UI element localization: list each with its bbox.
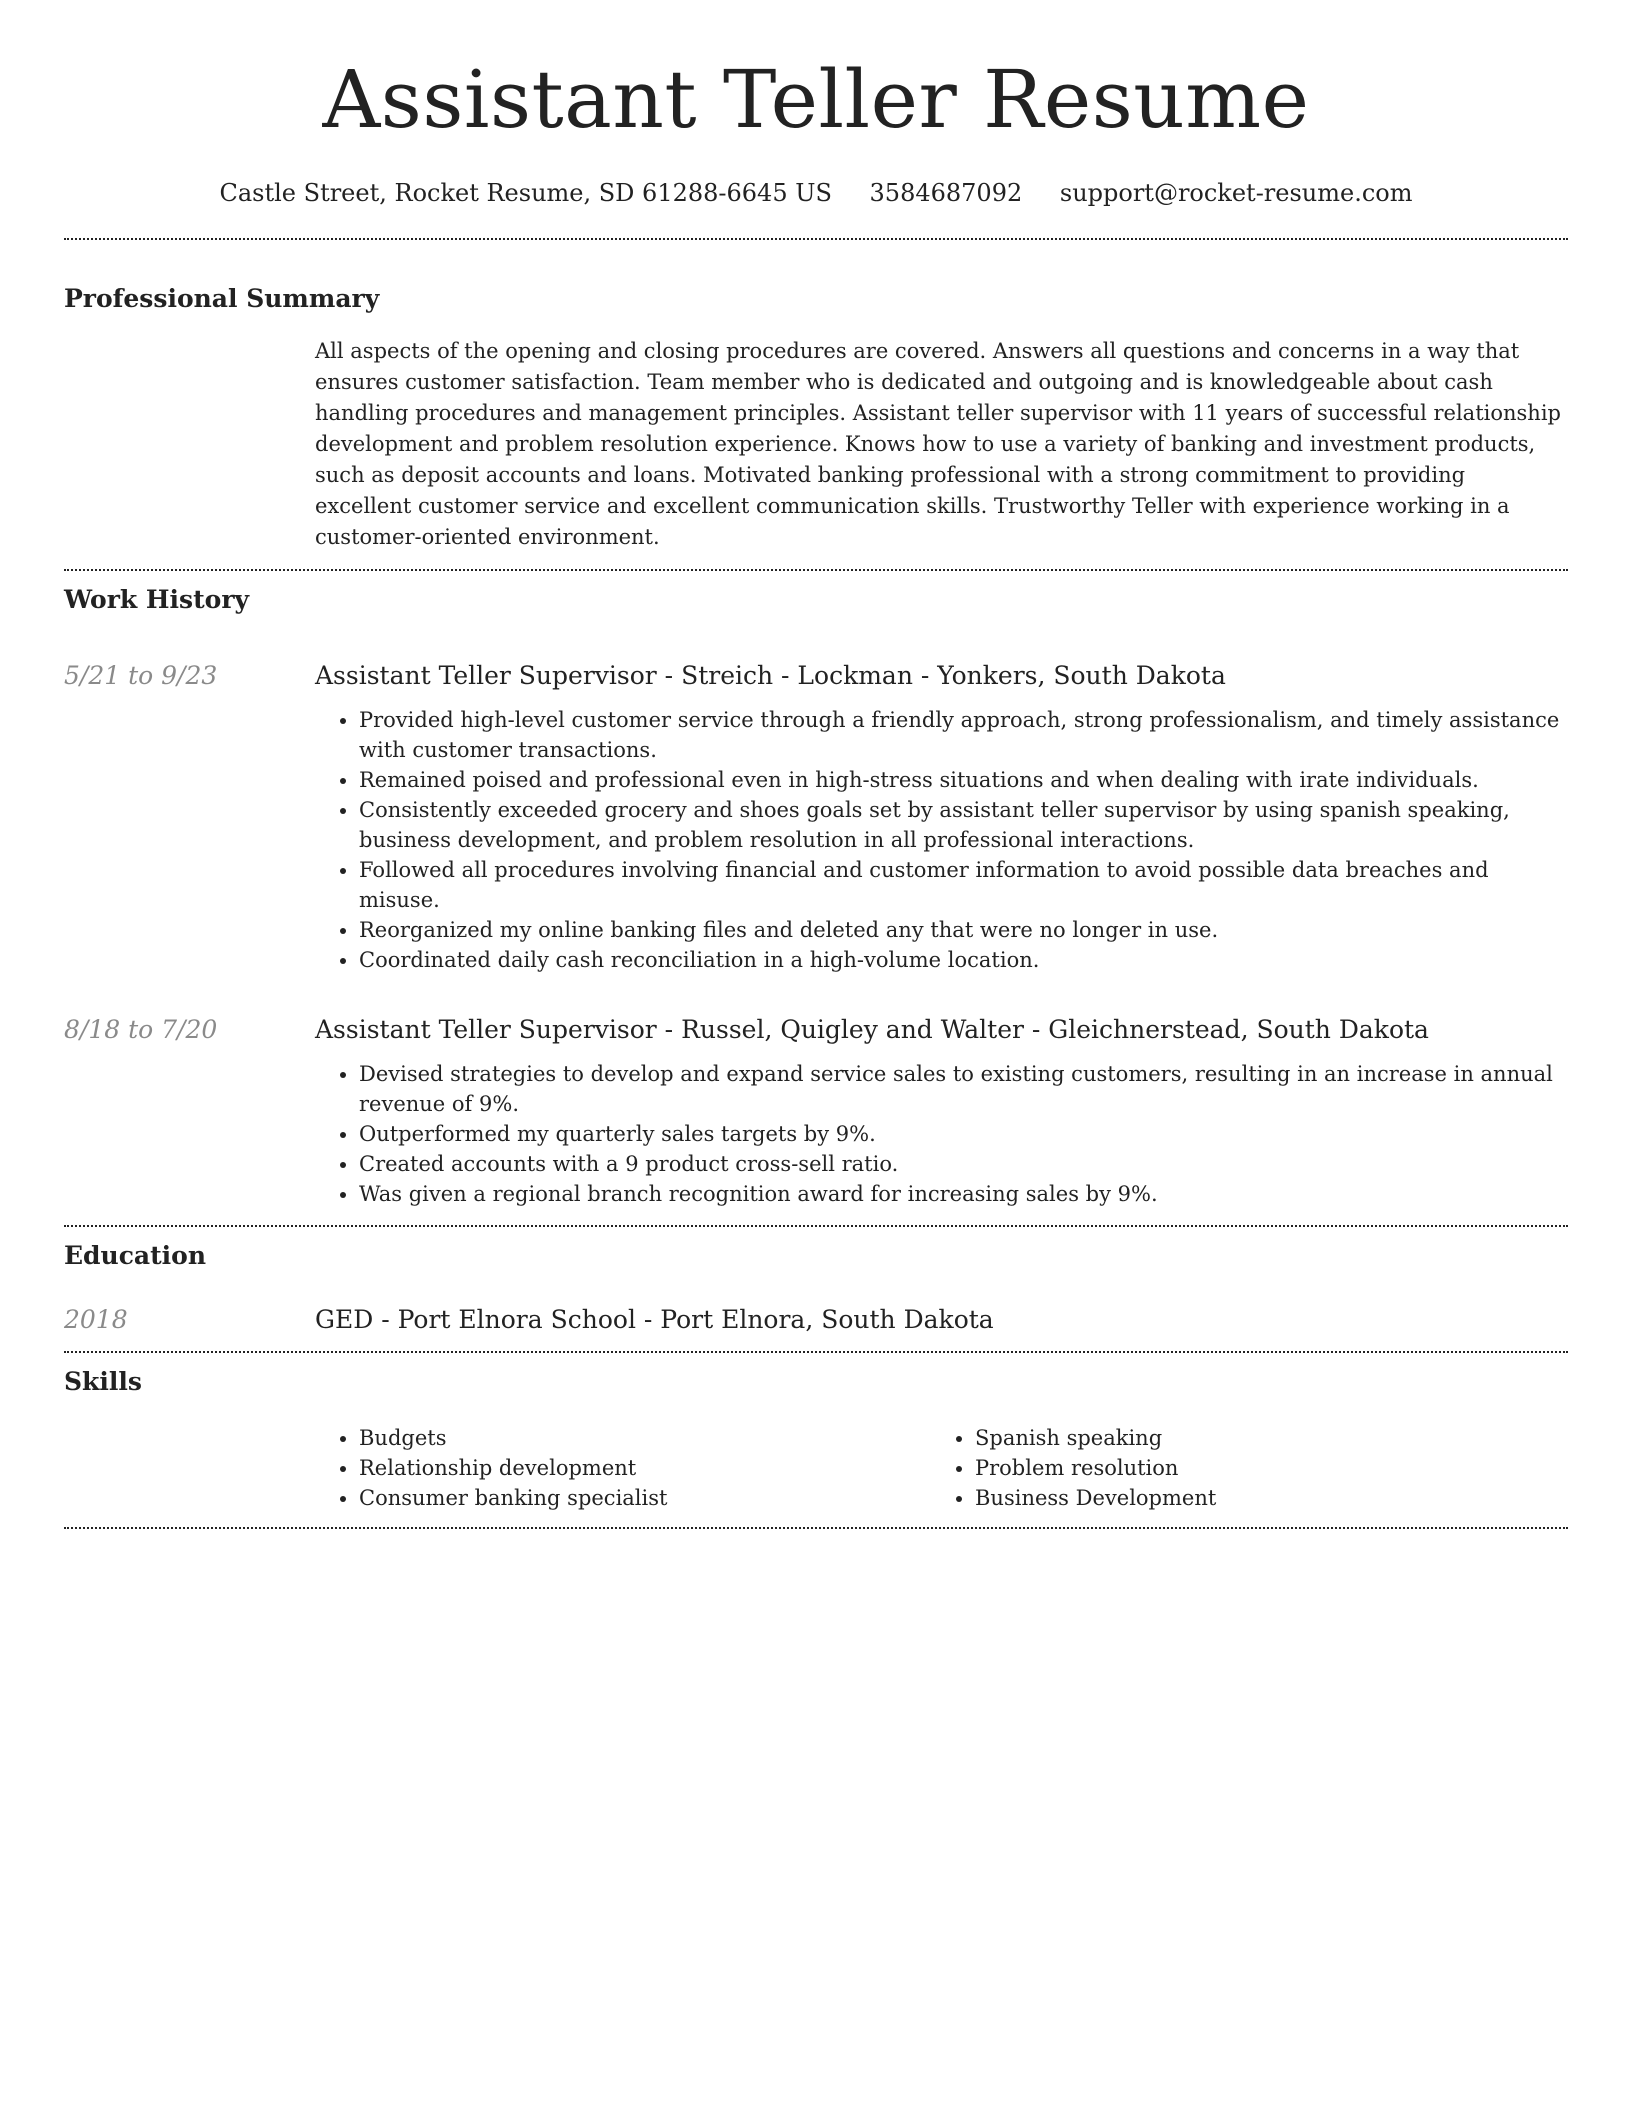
education-entry — [64, 1303, 1568, 1337]
skill-item: • Spanish speaking — [975, 1423, 1547, 1453]
job-bullets — [315, 705, 1568, 975]
summary-text: All aspects of the opening and closing procedures are covered. Answers all questions and concerns in a way that ensures customer satisfaction. Team member who is dedicated and outgoing and is knowledgeable about cash handling procedures and management principles. Assistant teller supervisor with 11 years of successful relationship development and problem resolution experience. Knows how to use a variety of banking and investment products, such as deposit accounts and loans. Motivated banking professional with a strong commitment to providing excellent customer service and excellent communication skills. Trustworthy Teller with experience working in a customer-oriented environment. — [315, 339, 1561, 549]
job-bullet: • Created accounts with a 9 product cross-sell ratio. — [359, 1149, 1568, 1179]
contact-email: support@rocket-resume.com — [1059, 179, 1413, 207]
contact-phone: 3584687092 — [869, 179, 1023, 207]
education-heading: Education — [64, 1241, 207, 1270]
skills-list — [315, 1423, 1568, 1513]
job-dates: 5/21 to 9/23 — [64, 661, 218, 690]
skill-item: • Relationship development — [359, 1453, 931, 1483]
job-bullet: • Devised strategies to develop and expand service sales to existing customers, resulting in an increase in annual revenue of 9%. — [359, 1059, 1568, 1119]
job-entry — [64, 1013, 1568, 1209]
job-bullet: • Remained poised and professional even in high-stress situations and when dealing with irate individuals. — [359, 765, 1568, 795]
skill-item: • Business Development — [975, 1483, 1547, 1513]
job-bullet: • Consistently exceeded grocery and shoes goals set by assistant teller supervisor by using spanish speaking, business development, and problem resolution in all professional interactions. — [359, 795, 1568, 855]
education-detail: GED - Port Elnora School - Port Elnora, South Dakota — [315, 1305, 994, 1334]
job-entry — [64, 659, 1568, 975]
skills-column-right — [931, 1423, 1547, 1513]
divider — [64, 569, 1568, 571]
skills-heading: Skills — [64, 1367, 142, 1396]
job-heading: Assistant Teller Supervisor - Streich - Lockman - Yonkers, South Dakota — [315, 661, 1226, 690]
divider — [64, 1527, 1568, 1529]
job-bullet: • Coordinated daily cash reconciliation in a high-volume location. — [359, 945, 1568, 975]
job-bullet: • Provided high-level customer service through a friendly approach, strong professionalism, and timely assistance with customer transactions. — [359, 705, 1568, 765]
contact-address: Castle Street, Rocket Resume, SD 61288-6645 US — [219, 179, 832, 207]
work-history-heading: Work History — [64, 585, 250, 614]
job-dates: 8/18 to 7/20 — [64, 1015, 218, 1044]
resume-header — [64, 0, 1568, 210]
job-bullet: • Outperformed my quarterly sales targets by 9%. — [359, 1119, 1568, 1149]
divider — [64, 238, 1568, 240]
skill-item: • Problem resolution — [975, 1453, 1547, 1483]
job-bullet: • Was given a regional branch recognition award for increasing sales by 9%. — [359, 1179, 1568, 1209]
contact-line — [64, 176, 1568, 210]
skill-item: • Budgets — [359, 1423, 931, 1453]
job-bullets — [315, 1059, 1568, 1209]
resume-title: Assistant Teller Resume — [322, 53, 1310, 146]
summary-heading: Professional Summary — [64, 284, 380, 313]
job-bullet: • Reorganized my online banking files and deleted any that were no longer in use. — [359, 915, 1568, 945]
divider — [64, 1225, 1568, 1227]
job-bullet: • Followed all procedures involving financial and customer information to avoid possible data breaches and misuse. — [359, 855, 1568, 915]
job-heading: Assistant Teller Supervisor - Russel, Quigley and Walter - Gleichnerstead, South Dakota — [315, 1015, 1429, 1044]
skills-column-left — [315, 1423, 931, 1513]
skill-item: • Consumer banking specialist — [359, 1483, 931, 1513]
education-year: 2018 — [64, 1305, 128, 1334]
divider — [64, 1351, 1568, 1353]
